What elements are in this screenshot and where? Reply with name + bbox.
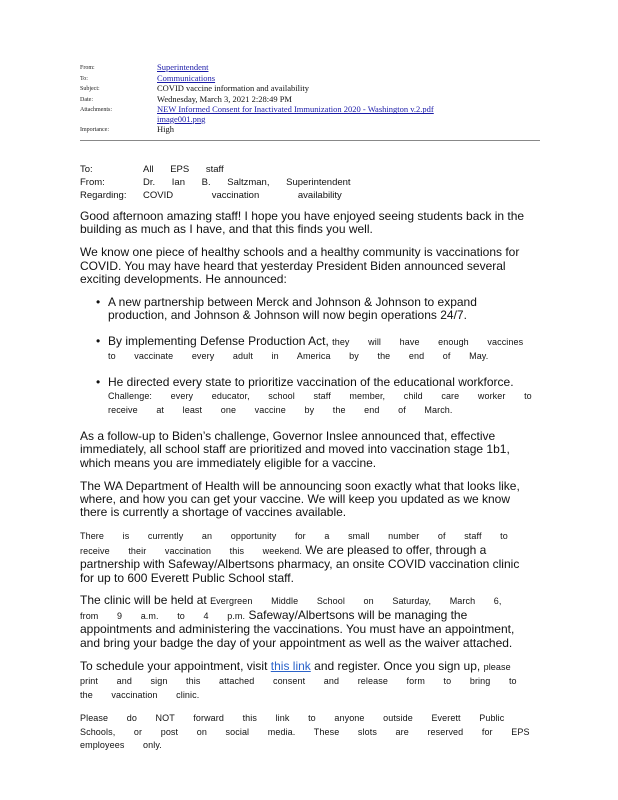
- bullet-text: By implementing Defense Production Act,: [108, 333, 329, 348]
- schedule-text-rest: and register. Once you sign up,: [314, 658, 481, 673]
- subject-label: Subject:: [80, 86, 100, 93]
- memo-to-row: [80, 163, 532, 176]
- forward-warning-paragraph: Please do NOT forward this link to anyone outside Everett Public Schools, or post on social media. These slots are reserved for EPS employees only.: [80, 713, 530, 751]
- offer-small-text: There is currently an opportunity for a small number of staff to receive their vaccination this weekend.: [80, 531, 508, 556]
- memo-from-label: From:: [80, 177, 105, 188]
- memo-to-label: To:: [80, 164, 93, 175]
- header-importance-row: [80, 125, 540, 136]
- governor-paragraph: As a follow-up to Biden’s challenge, Governor Inslee announced that, effective immediately, all school staff are prioritized and moved into vaccination stage 1b1, which means you are immediately eligible for a vaccine.: [80, 428, 510, 470]
- attachments-label: Attachments:: [80, 107, 112, 114]
- list-item: [108, 376, 532, 418]
- importance-label: Importance:: [80, 126, 109, 133]
- memo-block: [80, 163, 532, 202]
- schedule-small-text: please print and sign this attached consent and release form to bring to the vaccination clinic.: [80, 661, 517, 701]
- clinic-small-text: Evergreen Middle School on Saturday, March 6, from 9 a.m. to 4 p.m.: [80, 596, 502, 621]
- list-item: [108, 335, 532, 364]
- schedule-paragraph: [80, 660, 532, 703]
- date-value: Wednesday, March 3, 2021 2:28:49 PM: [157, 93, 292, 104]
- clinic-text: The clinic will be held at: [80, 593, 207, 608]
- bullet-text-small: they will have enough vaccines to vaccinate every adult in America by the end of May.: [108, 336, 524, 362]
- email-body: [80, 163, 532, 762]
- memo-to-value: All EPS staff: [143, 164, 224, 175]
- greeting-paragraph: Good afternoon amazing staff! I hope you have enjoyed seeing students back in the building as much as I have, and that this finds you well.: [80, 209, 525, 237]
- attachment-link-consent[interactable]: NEW Informed Consent for Inactivated Immunization 2020 - Washington v.2.pdf: [157, 104, 434, 115]
- memo-regarding-row: [80, 189, 532, 202]
- department-paragraph: The WA Department of Health will be announcing soon exactly what that looks like, where, and how you can get your vaccine. We will keep you updated as we know there is currently a shortage of vaccines available.: [80, 478, 520, 520]
- announcement-paragraph: We know one piece of healthy schools and a healthy community is vaccinations for COVID. You may have heard that yesterday President Biden announced several exciting developments. He announced:: [80, 245, 520, 287]
- offer-text: We are pleased to offer, through a partnership with Safeway/Albertsons pharmacy, an onsite COVID vaccination clinic for up to 600 Everett Public School staff.: [80, 542, 520, 585]
- memo-regarding-label: Regarding:: [80, 190, 127, 201]
- clinic-details-paragraph: [80, 594, 532, 650]
- subject-value: COVID vaccine information and availability: [157, 83, 310, 94]
- header-from-row: [80, 63, 540, 74]
- attachment-link-image[interactable]: image001.png: [157, 113, 206, 124]
- clinic-offer-paragraph: [80, 529, 532, 585]
- bullet-text-small: Challenge: every educator, school staff member, child care worker to receive at least one vaccine by the end of March.: [108, 391, 532, 416]
- memo-from-row: [80, 176, 532, 189]
- bullet-text: He directed every state to prioritize vaccination of the educational workforce.: [108, 374, 514, 389]
- header-to-row: [80, 74, 540, 85]
- date-label: Date:: [80, 96, 93, 103]
- schedule-text: To schedule your appointment, visit: [80, 658, 268, 673]
- email-header: [80, 63, 540, 135]
- from-label: From:: [80, 65, 95, 71]
- from-value[interactable]: Superintendent: [157, 62, 209, 72]
- memo-from-value: Dr. Ian B. Saltzman, Superintendent: [143, 177, 351, 188]
- bullet-text: A new partnership between Merck and Johnson & Johnson to expand production, and Johnson & Johnson will now begin operations 24/7.: [108, 295, 477, 323]
- list-item: [108, 296, 532, 323]
- header-divider: [80, 140, 540, 141]
- header-attachments-row: [80, 105, 540, 124]
- memo-regarding-value: COVID vaccination availability: [143, 190, 342, 201]
- attachments-list: [157, 105, 434, 124]
- header-subject-row: [80, 84, 540, 95]
- announcement-list: [80, 296, 532, 418]
- to-value[interactable]: Communications: [157, 72, 216, 83]
- importance-value: High: [157, 123, 174, 134]
- to-label: To:: [80, 75, 88, 82]
- registration-link[interactable]: this link: [270, 658, 311, 673]
- clinic-text-rest: Safeway/Albertsons will be managing the appointments and administering the vaccinations. You must have an appointment, and bring your badge the day of your appointment as well as the waiver attached.: [80, 607, 515, 650]
